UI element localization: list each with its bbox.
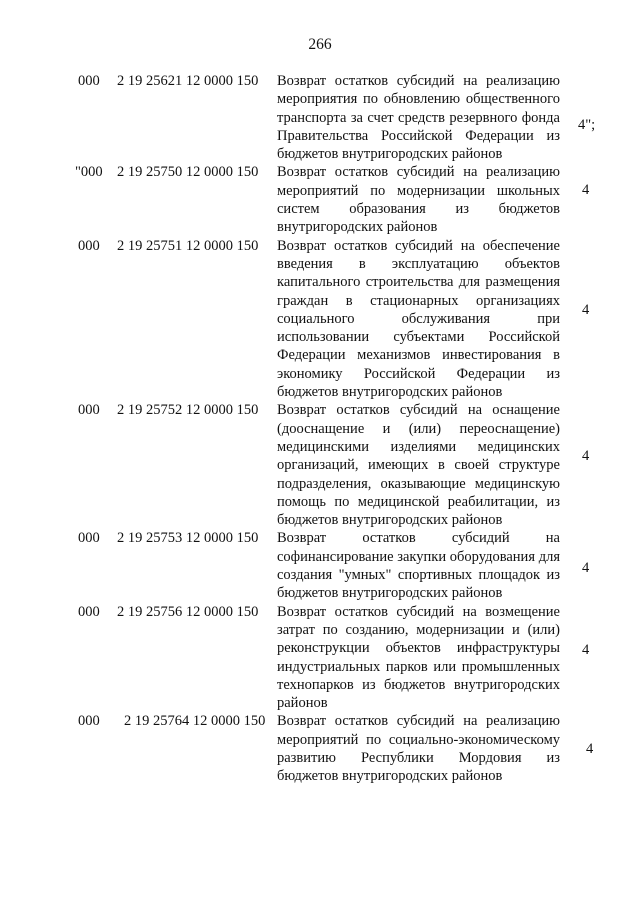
row-tail-value: 4 [586, 741, 594, 758]
row-description: Возврат остатков субсидий на реализацию мероприятий по модернизации школьных систем образования из бюджетов внутригородских районов [277, 164, 560, 236]
budget-classification-code: 2 19 25753 12 0000 150 [117, 530, 259, 547]
admin-code: "000 [75, 164, 103, 181]
admin-code: 000 [78, 713, 100, 730]
admin-code: 000 [78, 402, 100, 419]
budget-code-table [0, 72, 640, 786]
row-description: Возврат остатков субсидий на возмещение затрат по созданию, модернизации и (или) реконструкции объектов инфраструктуры индустриальных парков или промышленных технопарков из бюджетов внутригородских районов [277, 603, 560, 712]
row-tail-value: 4 [582, 301, 590, 318]
row-description: Возврат остатков субсидий на реализацию мероприятий по социально-экономическому развитию Республики Мордовия из бюджетов внутригородских районов [277, 713, 560, 785]
row-tail-value: 4 [582, 448, 590, 465]
table-row [0, 529, 640, 602]
row-description: Возврат остатков субсидий на софинансирование закупки оборудования для создания "умных" спортивных площадок из бюджетов внутригородских районов [277, 530, 560, 602]
table-row [0, 603, 640, 713]
table-row [0, 72, 640, 163]
page-number: 266 [308, 36, 332, 53]
row-description: Возврат остатков субсидий на оснащение (дооснащение и (или) переоснащение) медицинскими изделиями медицинских организаций, имеющих в своей структуре подразделения, оказывающие медицинскую помощь по медицинской реабилитации, из бюджетов внутригородских районов [277, 402, 560, 529]
table-row [0, 401, 640, 529]
row-tail-value: 4 [582, 560, 590, 577]
row-tail-value: 4 [582, 641, 590, 658]
row-description: Возврат остатков субсидий на реализацию мероприятия по обновлению общественного транспорта за счет средств резервного фонда Правительства Российской Федерации из бюджетов внутригородских районов [277, 73, 560, 163]
table-row [0, 237, 640, 402]
row-description: Возврат остатков субсидий на обеспечение введения в эксплуатацию объектов капитального строительства для размещения граждан в стационарных организациях социального обслуживания при использовании субъектами Российской Федерации механизмов инвестирования в экономику Российской Федерации из бюджетов внутригородских районов [277, 237, 560, 401]
budget-classification-code: 2 19 25751 12 0000 150 [117, 237, 259, 254]
budget-classification-code: 2 19 25750 12 0000 150 [117, 164, 259, 181]
budget-classification-code: 2 19 25764 12 0000 150 [124, 713, 266, 730]
admin-code: 000 [78, 73, 100, 89]
table-row [0, 712, 640, 785]
row-tail-value: 4"; [578, 117, 596, 133]
table-row [0, 163, 640, 236]
budget-classification-code: 2 19 25752 12 0000 150 [117, 402, 259, 419]
admin-code: 000 [78, 603, 100, 620]
admin-code: 000 [78, 530, 100, 547]
admin-code: 000 [78, 237, 100, 254]
row-tail-value: 4 [582, 182, 590, 199]
budget-classification-code: 2 19 25621 12 0000 150 [117, 73, 259, 89]
budget-classification-code: 2 19 25756 12 0000 150 [117, 603, 259, 620]
